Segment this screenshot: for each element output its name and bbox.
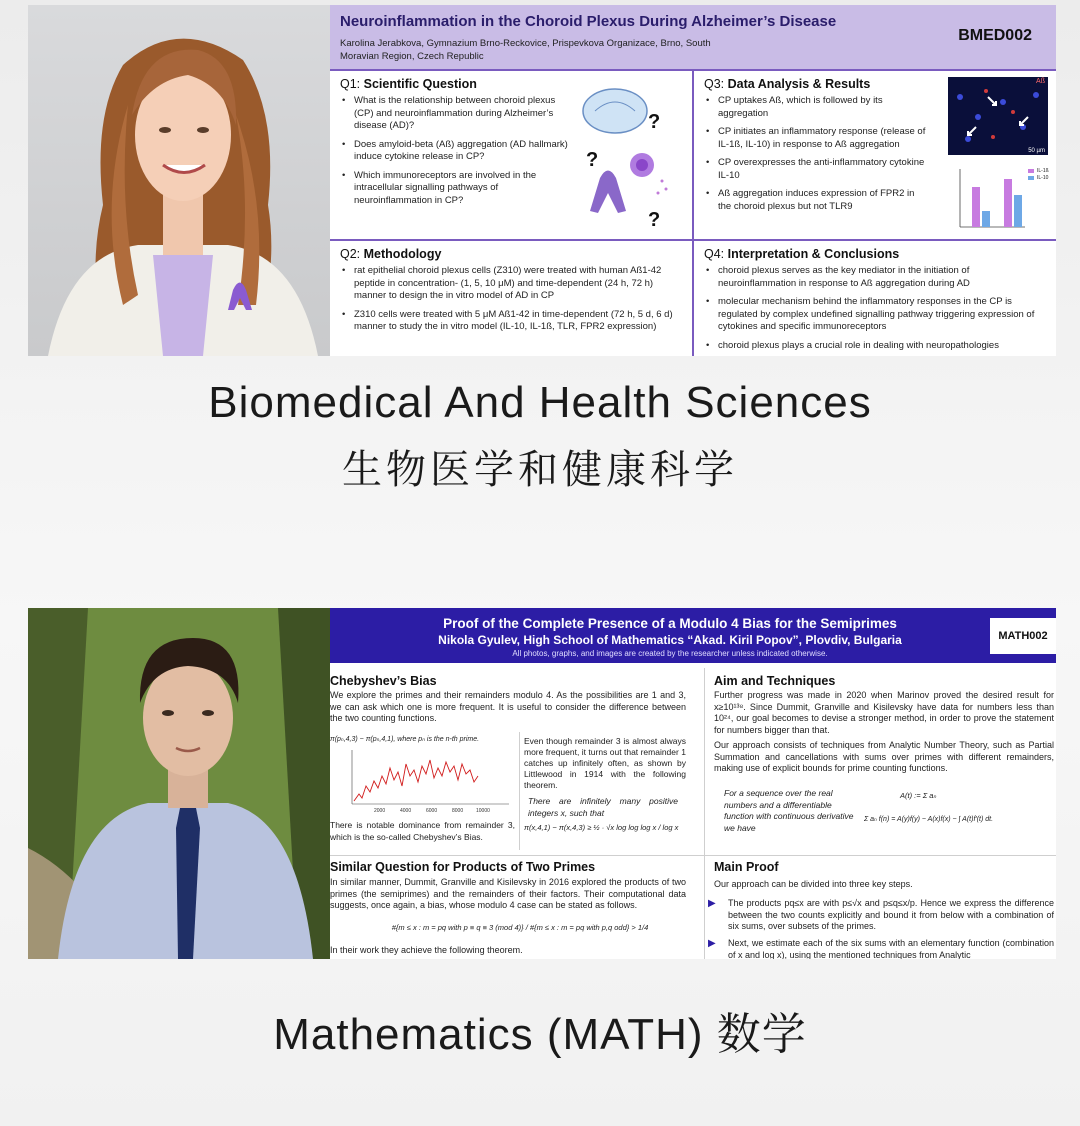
section-q4: [694, 241, 1056, 356]
category-caption: Mathematics (MATH) 数学: [273, 1010, 807, 1059]
tick-label: 8000: [452, 808, 464, 814]
tick-label: 4000: [400, 808, 412, 814]
poster-header: [330, 5, 1056, 71]
formula: π(x,4,1) − π(x,4,3) ≥ ½ · √x log log log x / log x: [524, 823, 679, 832]
bar: [982, 211, 990, 227]
bullet: • molecular mechanism behind the inflammatory responses in the CP is regulated by complex undefined signalling pathway triggering expression of cytokines and specific immunoreceptors: [718, 296, 1043, 334]
bias-line-chart: [334, 746, 514, 816]
formula: #{m ≤ x : m = pq with p ≡ q ≡ 3 (mod 4)} / #{m ≤ x : m = pq with p,q odd} > 1/4: [391, 923, 649, 932]
poster-authors: Nikola Gyulev, High School of Mathematics “Akad. Kiril Popov”, Plovdiv, Bulgaria: [438, 633, 902, 647]
question-mark-icon: ?: [648, 209, 661, 231]
bullet: • Z310 cells were treated with 5 μM Aß1-42 in time-dependent (72 h, 5 d, 6 d) manner to study the in vitro model (IL-10, IL-1ß, TLR, FPR2 expression): [354, 309, 679, 334]
bullet: • Does amyloid-beta (Aß) aggregation (AD hallmark) induce cytokine release in CP?: [354, 139, 574, 164]
section-q3: [694, 71, 1056, 239]
divider-vertical: [519, 732, 520, 850]
bullet: • choroid plexus plays a crucial role in dealing with neuropathologies: [718, 340, 1043, 353]
section-title: Q3: Data Analysis & Results: [704, 77, 871, 91]
bullet: • CP uptakes Aß, which is followed by its aggregation: [718, 95, 928, 120]
question-mark-icon: ?: [648, 111, 661, 133]
section-text: Our approach consists of techniques from Analytic Number Theory, such as Partial Summation and cancellations with sums over primes with different remainders, making use of explicit bounds for prime counting functions.: [714, 740, 1054, 773]
arrow-right-icon: ▶: [708, 938, 716, 949]
micrograph-label: Aß: [1036, 78, 1045, 85]
section-text: In similar manner, Dummit, Granville and Kisilevsky in 2016 explored the products of two primes (the semiprimes) and the remainders of their factors. Their computational data suggests, once again, a bias, whose modulo 4 case can be stated as follows.: [330, 877, 686, 910]
scale-bar-label: 50 µm: [1028, 148, 1045, 154]
poster-code: BMED002: [958, 27, 1032, 44]
tick-label: 2000: [374, 808, 386, 814]
section-text: Further progress was made in 2020 when Marinov proved the desired result for x≥10¹³⁸. Since Dummit, Granville and Kisilevsky have data for numbers less than 10²⁴, our goal becomes to devise a stronger method, in order to prove the statement for numbers bigger than that.: [714, 690, 1054, 735]
results-bar-chart: [950, 165, 1050, 237]
student-photo: [28, 5, 330, 356]
divider-vertical: [704, 668, 705, 959]
student-photo: [28, 608, 330, 959]
section-text: Our approach can be divided into three key steps.: [714, 879, 913, 889]
bullet: • CP initiates an inflammatory response (release of IL-1ß, IL-10) in response to Aß aggregation: [718, 126, 928, 151]
category-caption-en: Biomedical And Health Sciences: [208, 378, 872, 427]
bar: [1014, 195, 1022, 227]
formula: A(t) := Σ aₙ: [900, 791, 937, 800]
bullet: • Which immunoreceptors are involved in the intracellular signalling pathways of neuroinflammation in CP?: [354, 170, 574, 208]
section-title: Q1: Scientific Question: [340, 77, 477, 91]
poster-bmed: [330, 5, 1056, 356]
question-mark-icon: ?: [586, 149, 599, 171]
section-title: Similar Question for Products of Two Primes: [330, 860, 596, 874]
bullet: • CP overexpresses the anti-inflammatory cytokine IL-10: [718, 157, 928, 182]
bar: [972, 187, 980, 227]
section-text: There is notable dominance from remainder 3, which is the so-called Chebyshev’s Bias.: [330, 820, 515, 842]
arrow-right-icon: ▶: [708, 898, 716, 909]
divider-horizontal: [330, 855, 1056, 856]
poster-title: Neuroinflammation in the Choroid Plexus During Alzheimer’s Disease: [340, 13, 837, 30]
poster-math: [330, 608, 1056, 959]
theorem-text: There are infinitely many positive integers x, such that: [528, 796, 678, 818]
section-text: In their work they achieve the following theorem.: [330, 945, 523, 955]
category-caption-zh: 生物医学和健康科学: [342, 448, 738, 492]
poster-authors: Karolina Jerabkova, Gymnazium Brno-Reckovice, Prispevkova Organizace, Brno, South Moravian Region, Czech Republic: [340, 38, 711, 62]
section-text: For a sequence over the real numbers and a differentiable function with continuous derivative we have: [724, 788, 854, 833]
section-text: We explore the primes and their remainders modulo 4. As the possibilities are 1 and 3, we can ask which one is more frequent. It is useful to consider the difference between the two counting functions.: [330, 690, 686, 723]
list-item: The products pq≤x are with p≤√x and p≤q≤x/p. Hence we express the difference between the two counts explicitly and bound it from below with a combination of six sums, over subsets of the primes.: [728, 898, 1054, 931]
list-item: Next, we estimate each of the six sums with an elementary function (combination of x and log x), using the mentioned techniques from Analytic: [728, 938, 1054, 959]
section-title: Main Proof: [714, 860, 779, 874]
section-title: Q2: Methodology: [340, 247, 442, 261]
section-title: Aim and Techniques: [714, 674, 836, 688]
tick-label: 10000: [476, 808, 490, 814]
poster-title: Proof of the Complete Presence of a Modulo 4 Bias for the Semiprimes: [443, 616, 897, 631]
bullet: • Aß aggregation induces expression of FPR2 in the choroid plexus but not TLR9: [718, 188, 928, 213]
micrograph-image: [948, 77, 1048, 155]
bullet: • rat epithelial choroid plexus cells (Z310) were treated with human Aß1-42 peptide in concentration- (1, 5, 10 μM) and time-dependent (24 h, 72 h) manner to design the in vitro model of AD in CP: [354, 265, 679, 303]
bullet: • choroid plexus serves as the key mediator in the initiation of neuroinflammation in response to Aß aggregation during AD: [718, 265, 1043, 290]
formula: π(pₙ,4,3) − π(pₙ,4,1), where pₙ is the n-th prime.: [330, 736, 480, 743]
poster-code: MATH002: [990, 618, 1056, 654]
poster-card-math[interactable]: [28, 608, 1056, 959]
formula: Σ aₙ f(n) = A(y)f(y) − A(x)f(x) − ∫ A(t)f′(t) dt.: [864, 816, 994, 823]
tick-label: 6000: [426, 808, 438, 814]
section-text: Even though remainder 3 is almost always more frequent, it turns out that remainder 1 catches up infinitely often, as shown by Littlewood in 1914 with the following theorem.: [524, 736, 686, 790]
section-q1: [330, 71, 692, 239]
legend-item: IL-1ß: [1037, 168, 1049, 174]
poster-card-bmed[interactable]: [28, 5, 1056, 356]
poster-header: [330, 608, 1056, 663]
section-title: Chebyshev’s Bias: [330, 674, 437, 688]
bar: [1004, 179, 1012, 227]
poster-note: All photos, graphs, and images are created by the researcher unless indicated otherwise.: [512, 649, 828, 658]
section-title: Q4: Interpretation & Conclusions: [704, 247, 900, 261]
section-q2: [330, 241, 692, 356]
legend-item: IL-10: [1037, 175, 1049, 181]
bullet: • What is the relationship between choroid plexus (CP) and neuroinflammation during Alzheimer’s disease (AD)?: [354, 95, 574, 133]
